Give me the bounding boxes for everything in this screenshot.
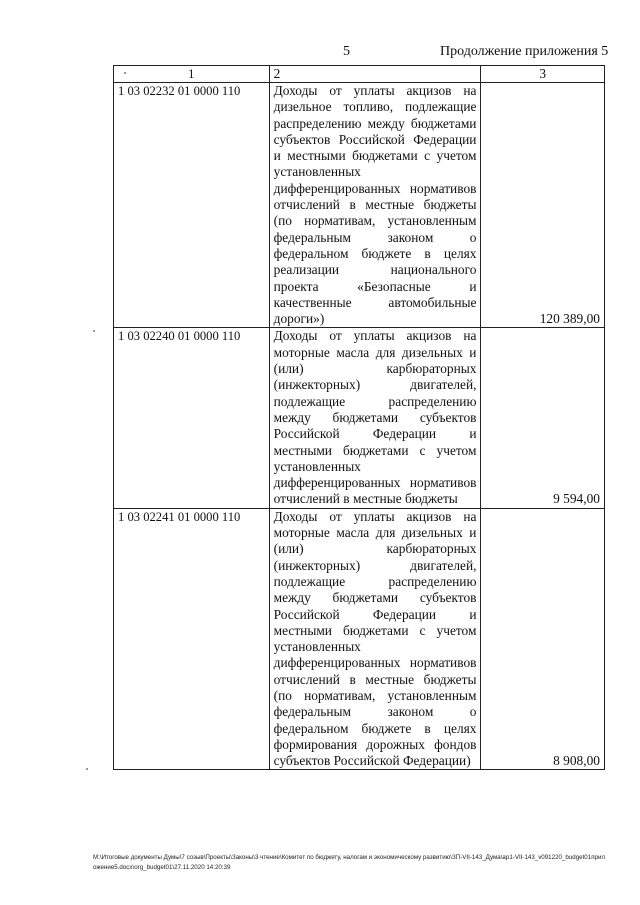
- budget-code: 1 03 02240 01 0000 110: [114, 328, 270, 508]
- column-header-2: 2: [269, 66, 481, 83]
- table-row: [114, 83, 605, 328]
- continuation-title: Продолжение приложения 5: [440, 44, 609, 59]
- page-number: 5: [343, 44, 350, 59]
- table-row: [114, 508, 605, 770]
- budget-code: 1 03 02232 01 0000 110: [114, 83, 270, 328]
- revenue-description: Доходы от уплаты акцизов на дизельное топливо, подлежащие распределению между бюджетами субъектов Российской Федерации и местными бюджетами с учетом установленных дифференцированных нормативов отчислений в местные бюджеты (по нормативам, установленным федеральным законом о федеральном бюджете в целях реализации национального проекта «Безопасные и качественные автомобильные дороги»): [269, 83, 481, 328]
- scan-speck: [93, 330, 95, 332]
- amount: 9 594,00: [481, 328, 605, 508]
- scan-speck: [86, 768, 88, 770]
- file-path-footer: M:\Итоговые документы Думы\7 созыв\Проекты\Законы\3 чтение\Комитет по бюджету, налогам и экономическому развитию\ЗП-VII-143_Дума\ap1-VII-143_v091220_budget01приложение5.docx\org_budget01\27.11.2020 14:20:39: [93, 854, 606, 871]
- table-row: [114, 328, 605, 508]
- revenue-description: Доходы от уплаты акцизов на моторные масла для дизельных и (или) карбюраторных (инжекторных) двигателей, подлежащие распределению между бюджетами субъектов Российской Федерации и местными бюджетами с учетом установленных дифференцированных нормативов отчислений в местные бюджеты (по нормативам, установленным федеральным законом о федеральном бюджете в целях формирования дорожных фондов субъектов Российской Федерации): [269, 508, 481, 770]
- column-header-3: 3: [481, 66, 605, 83]
- amount: 120 389,00: [481, 83, 605, 328]
- budget-code: 1 03 02241 01 0000 110: [114, 508, 270, 770]
- scan-speck: [124, 72, 126, 74]
- amount: 8 908,00: [481, 508, 605, 770]
- revenue-table: [113, 65, 605, 770]
- table-header-row: [114, 66, 605, 83]
- column-header-1: 1: [114, 66, 270, 83]
- revenue-description: Доходы от уплаты акцизов на моторные масла для дизельных и (или) карбюраторных (инжекторных) двигателей, подлежащие распределению между бюджетами субъектов Российской Федерации и местными бюджетами с учетом установленных дифференцированных нормативов отчислений в местные бюджеты: [269, 328, 481, 508]
